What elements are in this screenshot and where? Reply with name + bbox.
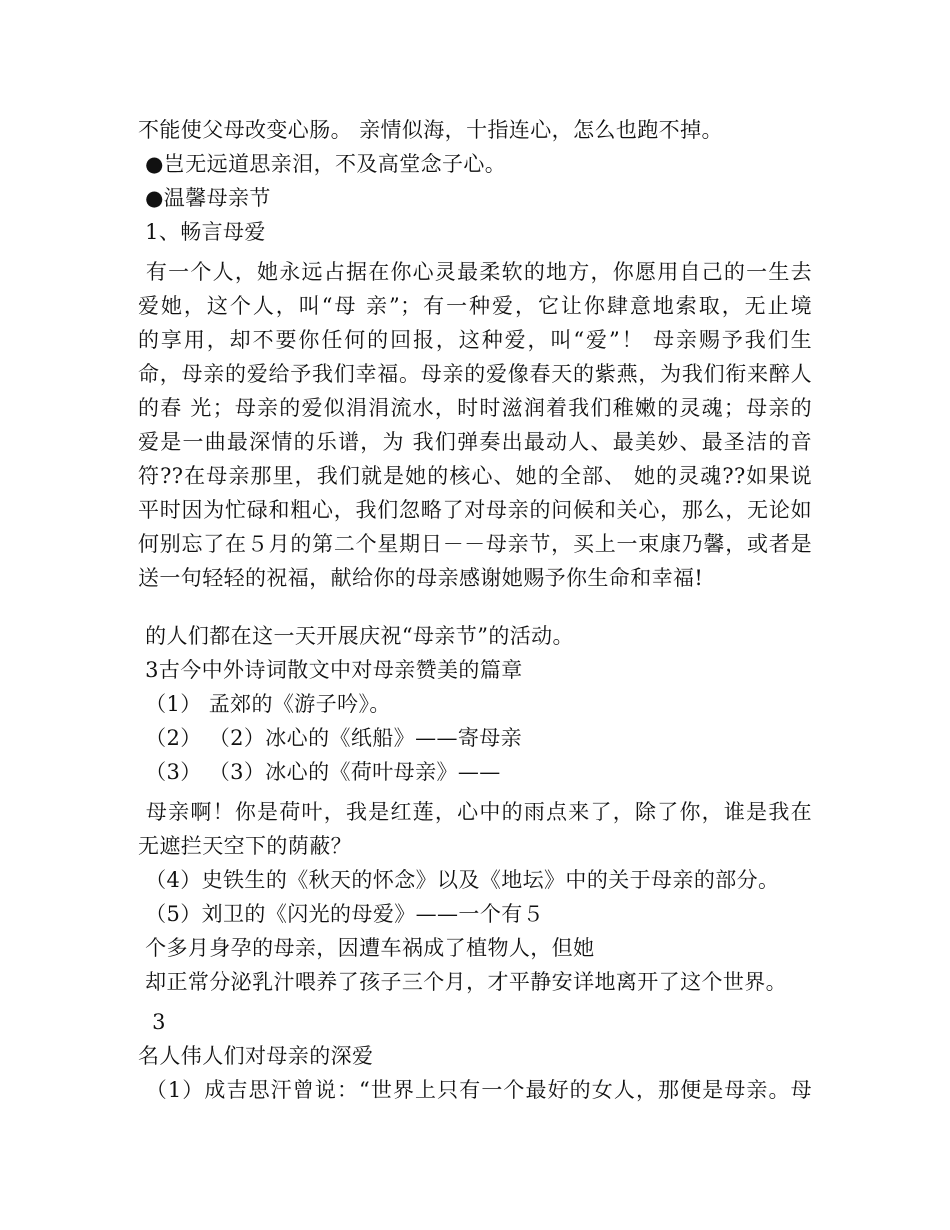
paragraph-line: 的春 光；母亲的爱似涓涓流水，时时滋润着我们稚嫩的灵魂；母亲的	[138, 396, 812, 420]
section-heading: 名人伟人们对母亲的深爱	[138, 1044, 374, 1068]
text-line: 却正常分泌乳汁喂养了孩子三个月，才平静安详地离开了这个世界。	[138, 970, 788, 994]
list-item: （5）刘卫的《闪光的母爱》——一个有５	[138, 902, 545, 926]
list-item: （1） 孟郊的《游子吟》。	[138, 692, 391, 716]
text-line: ●岂无远道思亲泪，不及高堂念子心。	[138, 152, 507, 176]
text-line: 的人们都在这一天开展庆祝“母亲节”的活动。	[138, 624, 574, 648]
paragraph-line: 爱她，这个人，叫“母 亲”；有一种爱，它让你肆意地索取，无止境	[138, 294, 812, 318]
paragraph-line: 母亲啊！你是荷叶，我是红莲，心中的雨点来了，除了你，谁是我在	[138, 800, 812, 824]
list-item: （2） （2）冰心的《纸船》——寄母亲	[138, 726, 523, 750]
paragraph-line: 符??在母亲那里，我们就是她的核心、她的全部、 她的灵魂??如果说	[138, 464, 812, 488]
paragraph-line: 爱是一曲最深情的乐谱，为 我们弹奏出最动人、最美妙、最圣洁的音	[138, 430, 812, 454]
text-line: 个多月身孕的母亲，因遭车祸成了植物人，但她	[138, 936, 595, 960]
text-line: ●温馨母亲节	[138, 186, 271, 210]
list-item: （3） （3）冰心的《荷叶母亲》——	[138, 760, 501, 784]
section-heading: 1、畅言母爱	[138, 220, 266, 244]
paragraph-line: 无遮拦天空下的荫蔽？	[138, 834, 352, 858]
paragraph-line: 平时因为忙碌和粗心，我们忽略了对母亲的问候和关心，那么，无论如	[138, 498, 812, 522]
list-item: （4）史铁生的《秋天的怀念》以及《地坛》中的关于母亲的部分。	[138, 868, 780, 892]
list-item: （1）成吉思汗曾说：“世界上只有一个最好的女人，那便是母亲。母	[138, 1078, 812, 1102]
paragraph-line: 送一句轻轻的祝福，献给你的母亲感谢她赐予你生命和幸福!	[138, 566, 704, 590]
section-heading: 3古今中外诗词散文中对母亲赞美的篇章	[138, 658, 523, 682]
paragraph-line: 的享用，却不要你任何的回报，这种爱，叫“爱”！ 母亲赐予我们生	[138, 328, 812, 352]
text-line: 3	[138, 1010, 166, 1034]
paragraph-line: 有一个人，她永远占据在你心灵最柔软的地方，你愿用自己的一生去	[138, 260, 812, 284]
text-line: 不能使父母改变心肠。 亲情似海，十指连心，怎么也跑不掉。	[138, 118, 723, 142]
paragraph-line: 何别忘了在５月的第二个星期日－－母亲节，买上一束康乃馨，或者是	[138, 532, 812, 556]
paragraph-line: 命，母亲的爱给予我们幸福。母亲的爱像春天的紫燕，为我们衔来醉人	[138, 362, 812, 386]
